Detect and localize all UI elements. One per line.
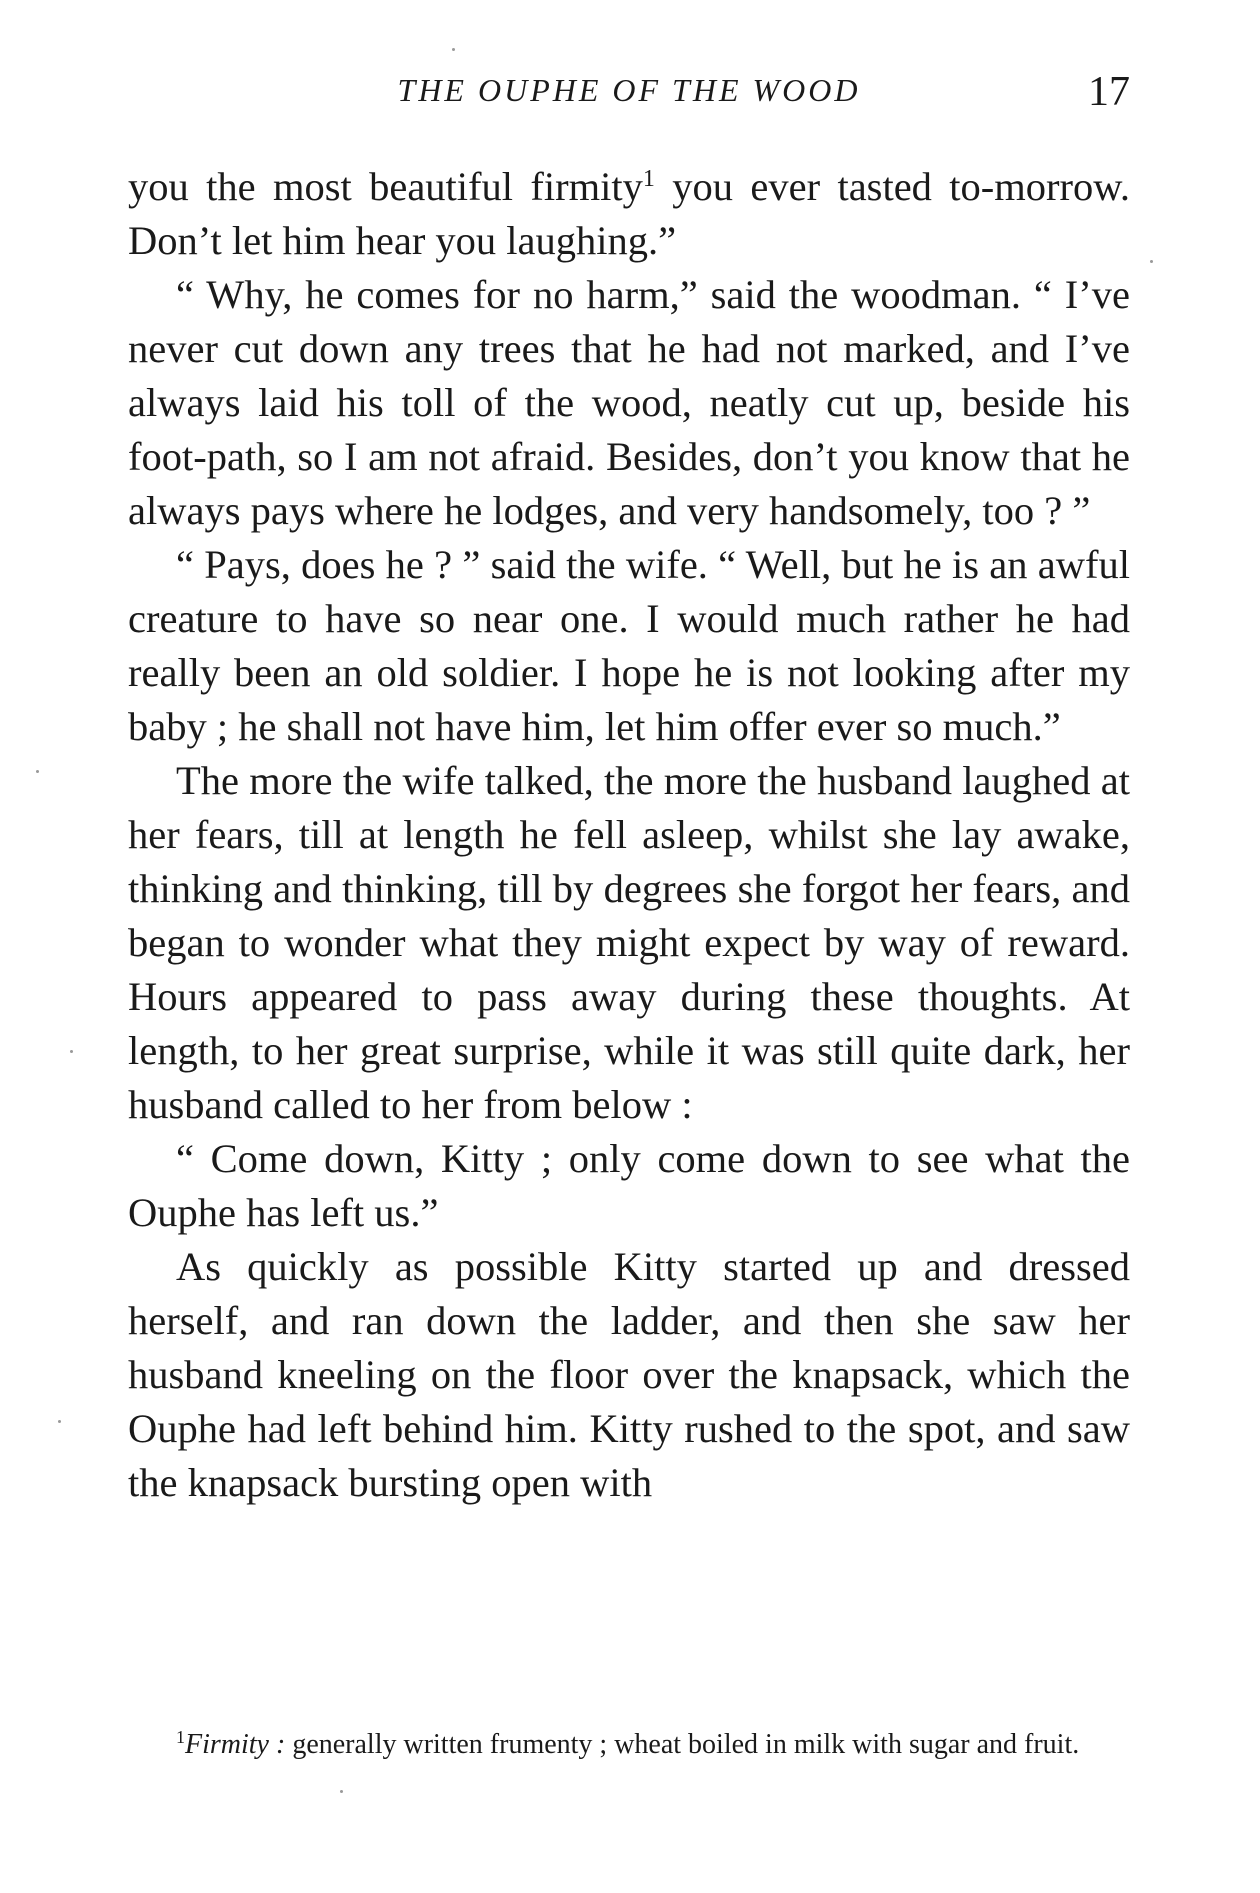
paragraph-3: “ Pays, does he ? ” said the wife. “ Well, but he is an awful creature to have so near one. I would much rather he had really been an old soldier. I hope he is not looking after my baby ; he shall not have him, let him offer ever so much.” bbox=[128, 542, 1130, 749]
paragraph-4: The more the wife talked, the more the husband laughed at her fears, till at length he fell asleep, whilst she lay awake, thinking and thinking, till by degrees she forgot her fears, and began to wonder what they might expect by way of reward. Hours appeared to pass away during these thoughts. At length, to her great surprise, while it was still quite dark, her husband called to her from below : bbox=[128, 758, 1130, 1127]
body-text bbox=[128, 160, 1130, 1510]
footnote-reference: 1 bbox=[642, 166, 655, 192]
paragraph-2: “ Why, he comes for no harm,” said the woodman. “ I’ve never cut down any trees that he had not marked, and I’ve always laid his toll of the wood, neatly cut up, beside his foot-path, so I am not afraid. Besides, don’t you know that he always pays where he lodges, and very handsomely, too ? ” bbox=[128, 272, 1130, 533]
paragraph-1 bbox=[128, 160, 1130, 268]
footnote-text: generally written frumenty ; wheat boiled in milk with sugar and fruit. bbox=[285, 1729, 1080, 1760]
footnote-marker: 1 bbox=[176, 1727, 185, 1747]
running-title: THE OUPHE OF THE WOOD bbox=[397, 72, 861, 108]
paragraph-1-text-b: you ever tasted to-morrow. Don’t let him hear you laughing.” bbox=[128, 164, 1130, 263]
paper-speck bbox=[36, 770, 39, 773]
paragraph-6: As quickly as possible Kitty started up and dressed herself, and ran down the ladder, and then she saw her husband kneeling on the floor over the knapsack, which the Ouphe had left behind him. Kitty rushed to the spot, and saw the knapsack bursting open with bbox=[128, 1244, 1130, 1505]
paper-speck bbox=[58, 1420, 61, 1423]
paper-speck bbox=[1150, 260, 1153, 263]
running-head bbox=[128, 69, 1130, 122]
paper-speck bbox=[452, 48, 455, 51]
paper-speck bbox=[340, 1790, 343, 1793]
footnote-term: Firmity : bbox=[185, 1729, 286, 1760]
footnote bbox=[128, 1725, 1130, 1765]
paragraph-1-text-a: you the most beautiful firmity bbox=[128, 164, 643, 209]
paragraph-5: “ Come down, Kitty ; only come down to see what the Ouphe has left us.” bbox=[128, 1136, 1130, 1235]
paper-speck bbox=[70, 1050, 73, 1053]
page-number: 17 bbox=[1088, 69, 1130, 115]
